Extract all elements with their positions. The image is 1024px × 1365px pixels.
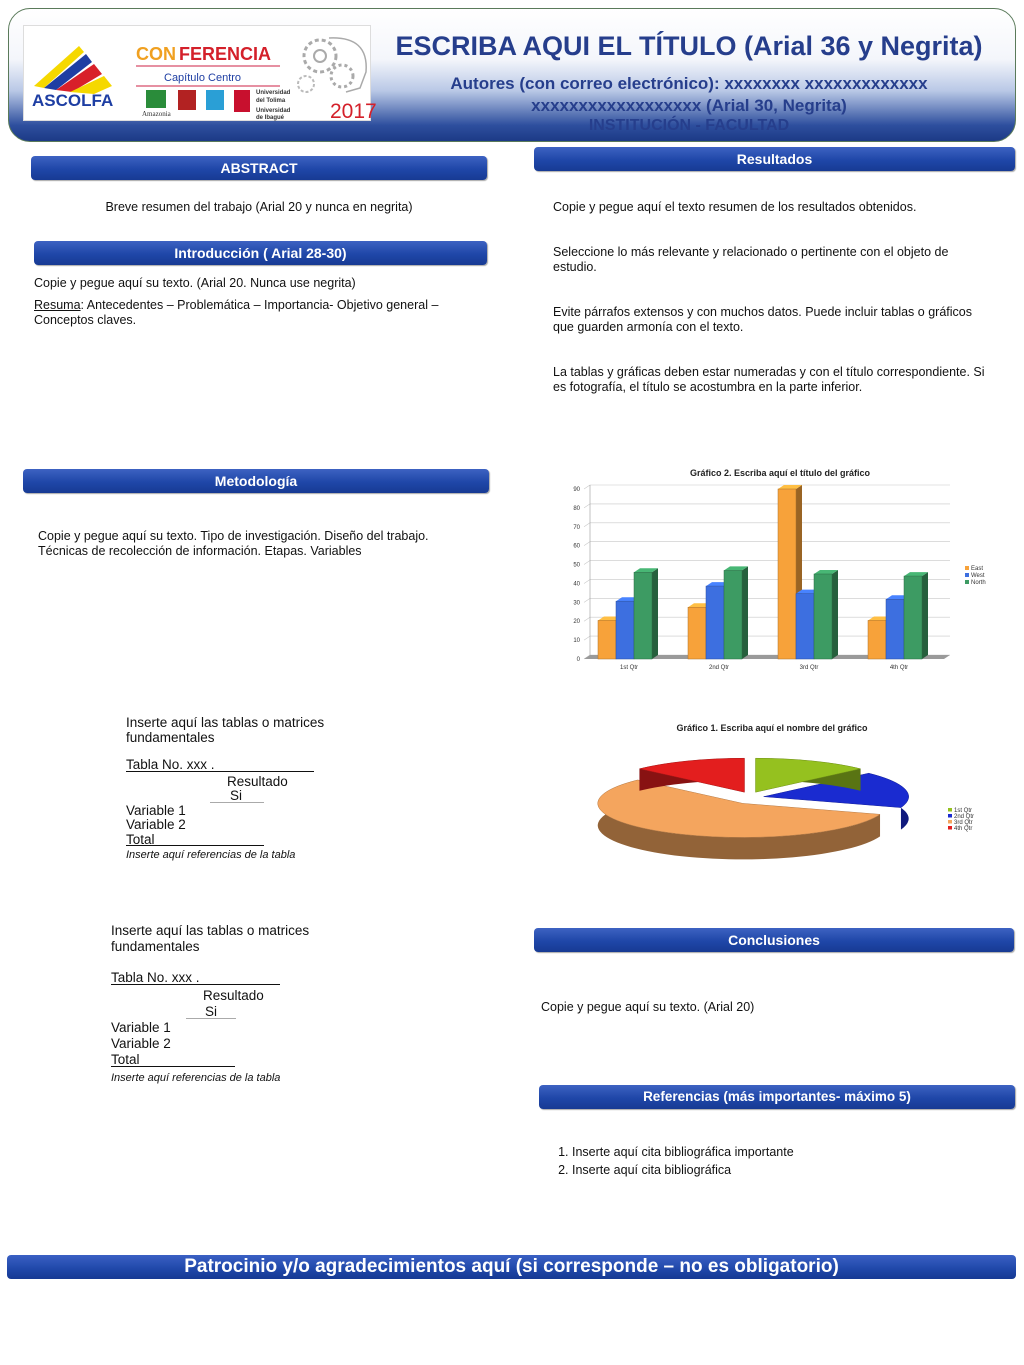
introduccion-text: Copie y pegue aquí su texto. (Arial 20. Nunca use negrita) — [34, 276, 356, 290]
legend-label: 4th Qtr — [954, 826, 973, 832]
table-1-reference: Inserte aquí referencias de la tabla — [126, 849, 296, 861]
bar-chart — [560, 462, 1000, 674]
legend-swatch — [965, 580, 969, 584]
table-row: Variable 1 — [111, 1020, 171, 1035]
legend-label: 1st Qtr — [954, 808, 973, 814]
legend-swatch — [948, 814, 952, 818]
y-tick-label: 0 — [576, 657, 580, 663]
poster-header — [8, 8, 1016, 142]
legend-label: 2nd Qtr — [954, 814, 975, 820]
y-tick-label: 90 — [573, 487, 580, 493]
abstract-heading: ABSTRACT — [31, 156, 487, 180]
x-tick-label: 4th Qtr — [889, 665, 909, 671]
legend-swatch — [948, 826, 952, 830]
table-2-reference: Inserte aquí referencias de la tabla — [111, 1072, 281, 1084]
y-tick-label: 70 — [573, 524, 580, 531]
table-2-intro: Inserte aquí las tablas o matrices fundamentales — [111, 923, 310, 954]
x-tick-label: 3rd Qtr — [799, 665, 819, 671]
referencias-heading: Referencias (más importantes- máximo 5) — [539, 1085, 1015, 1109]
table-row: Variable 2 — [126, 817, 186, 832]
svg-text:de Ibagué: de Ibagué — [256, 115, 285, 121]
y-tick-label: 20 — [573, 619, 580, 626]
resuma-text: : Antecedentes – Problemática – Importancia- Objetivo general – Conceptos claves. — [34, 298, 439, 327]
amazonia-label: Amazonia — [142, 110, 171, 118]
table-2-col-header: Resultado — [203, 988, 264, 1003]
y-tick-label: 10 — [573, 638, 580, 645]
authors-line-1: Autores (con correo electrónico): xxxxxxxx xxxxxxxxxxxxx — [450, 74, 928, 93]
table-1-col-header: Resultado — [227, 774, 288, 789]
footer-sponsor-bar: Patrocinio y/o agradecimientos aquí (si corresponde – no es obligatorio) — [7, 1255, 1016, 1279]
resultados-heading: Resultados — [534, 147, 1015, 171]
legend-swatch — [948, 808, 952, 812]
table-row: Variable 1 — [126, 803, 186, 818]
bar-north-4 — [904, 572, 928, 659]
table-row: Total — [126, 832, 155, 847]
poster-title: ESCRIBA AQUI EL TÍTULO (Arial 36 y Negrita) — [395, 31, 983, 61]
metodologia-heading: Metodología — [23, 469, 489, 493]
table-row: Variable 2 — [111, 1036, 171, 1051]
conferencia-ferencia: FERENCIA — [179, 44, 272, 64]
x-tick-label: 1st Qtr — [619, 665, 639, 671]
pie-chart-title: Gráfico 1. Escriba aquí el nombre del gráfico — [676, 723, 868, 733]
legend-swatch — [948, 820, 952, 824]
authors-block — [379, 73, 999, 117]
table-2-caption: Tabla No. xxx . — [111, 970, 200, 985]
legend-label: East — [971, 566, 984, 572]
conference-logo-banner — [23, 25, 377, 123]
pie-chart — [590, 718, 990, 878]
resultados-p1: Copie y pegue aquí el texto resumen de los resultados obtenidos. — [553, 200, 917, 214]
conclusiones-text: Copie y pegue aquí su texto. (Arial 20) — [541, 1000, 755, 1014]
capitulo-centro: Capítulo Centro — [164, 72, 242, 84]
pie-slice-4 — [639, 758, 744, 792]
y-tick-label: 60 — [573, 543, 580, 550]
table-2-col-sub: Si — [205, 1004, 218, 1019]
abstract-text: Breve resumen del trabajo (Arial 20 y nunca en negrita) — [105, 200, 413, 214]
conferencia-con: CON — [136, 44, 176, 64]
resultados-p3: Evite párrafos extensos y con muchos datos. Puede incluir tablas o gráficos que guarden armonía con el texto. — [553, 305, 972, 334]
y-tick-label: 50 — [573, 562, 580, 569]
introduccion-heading: Introducción ( Arial 28-30) — [34, 241, 487, 265]
table-row: Total — [111, 1052, 140, 1067]
legend-swatch — [965, 566, 969, 570]
references-list — [550, 1143, 794, 1179]
bar-chart-title: Gráfico 2. Escriba aquí el título del gráfico — [689, 468, 871, 478]
bar-north-1 — [634, 568, 658, 659]
authors-line-2: xxxxxxxxxxxxxxxxxx (Arial 30, Negrita) — [531, 96, 847, 115]
list-item: 1. Inserte aquí cita bibliográfica importante — [572, 1143, 794, 1161]
legend-label: North — [971, 580, 986, 586]
svg-text:del Tolima: del Tolima — [256, 98, 286, 104]
legend-label: West — [971, 573, 985, 579]
y-tick-label: 30 — [573, 600, 580, 607]
legend-label: 3rd Qtr — [954, 820, 973, 826]
table-1-caption: Tabla No. xxx . — [126, 757, 215, 772]
table-1 — [126, 716, 386, 866]
table-1-intro: Inserte aquí las tablas o matrices fundamentales — [126, 715, 325, 745]
logo-graphic — [24, 26, 377, 123]
y-tick-label: 40 — [573, 581, 580, 588]
list-item: 2. Inserte aquí cita bibliográfica — [572, 1161, 794, 1179]
metodologia-text: Copie y pegue aquí su texto. Tipo de investigación. Diseño del trabajo. Técnicas de recolección de información. Etapas. Variables — [38, 529, 429, 558]
ascolfa-wordmark: ASCOLFA — [32, 91, 114, 110]
bar-north-2 — [724, 566, 748, 659]
table-2 — [111, 923, 371, 1088]
resultados-p2: Seleccione lo más relevante y relacionado o pertinente con el objeto de estudio. — [553, 245, 949, 274]
institution-label: INSTITUCIÓN - FACULTAD — [588, 117, 790, 134]
svg-text:Universidad: Universidad — [256, 108, 291, 114]
bar-north-3 — [814, 570, 838, 659]
table-1-col-sub: Si — [230, 788, 243, 803]
x-tick-label: 2nd Qtr — [708, 665, 730, 671]
resuma-label: Resuma — [34, 298, 81, 312]
svg-text:Universidad: Universidad — [256, 90, 291, 96]
legend-swatch — [965, 573, 969, 577]
conclusiones-heading: Conclusiones — [534, 928, 1014, 952]
year-label: 2017 — [330, 100, 377, 123]
introduccion-resuma — [34, 298, 474, 328]
resultados-p4: La tablas y gráficas deben estar numeradas y con el título correspondiente. Si es fotografía, el título se acostumbra en la parte inferior. — [553, 365, 985, 394]
y-tick-label: 80 — [573, 505, 580, 512]
